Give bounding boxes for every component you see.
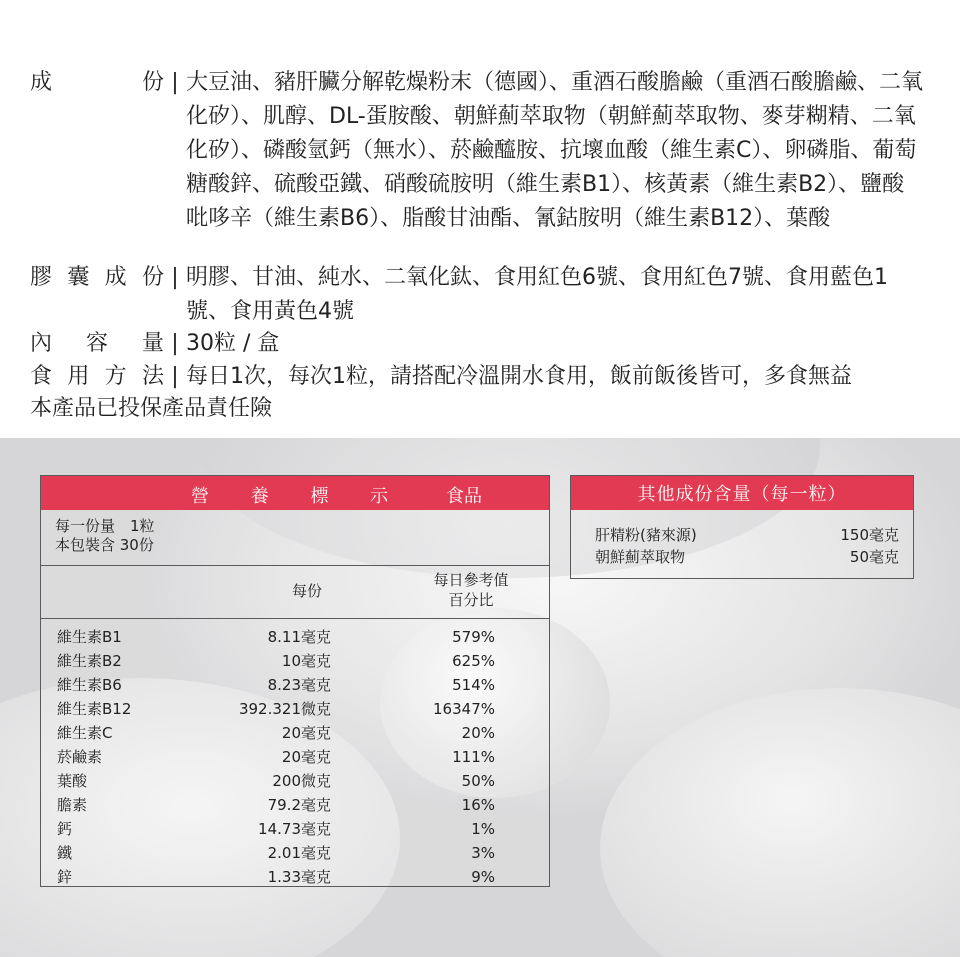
other-ingredients-header [571, 476, 913, 510]
other-ingredient-name: 朝鮮薊萃取物 [595, 548, 686, 566]
nutrient-name: 維生素B1 [57, 628, 122, 646]
nutrition-row [41, 697, 549, 721]
nutrition-row [41, 817, 549, 841]
nutrient-name: 維生素B12 [57, 700, 132, 718]
nutrient-name: 維生素C [57, 724, 113, 742]
insurance-note: 本產品已投保產品責任險 [30, 396, 273, 421]
usage-text: 每日1次，每次1粒，請搭配冷溫開水食用，飯前飯後皆可，多食無益 [186, 364, 852, 389]
nutrient-dv: 9% [471, 868, 495, 886]
other-ingredients-rows [571, 524, 913, 568]
nutrient-name: 鐵 [57, 844, 73, 862]
capsule-label: 膠 囊 成 份 [30, 265, 164, 290]
nutrient-dv: 3% [471, 844, 495, 862]
ingredients-label: 成 份 [30, 70, 164, 95]
nutrient-dv: 16347% [433, 700, 495, 718]
usage-row [30, 360, 926, 394]
nutrient-amount: 79.2毫克 [267, 796, 331, 814]
nutrient-amount: 14.73毫克 [258, 820, 331, 838]
nutrient-amount: 392.321微克 [238, 700, 331, 718]
other-ingredients-panel [570, 475, 914, 579]
nutrient-dv: 50% [461, 772, 495, 790]
content-label: 內 容 量 [30, 331, 164, 356]
per-serving-header: 每份 [291, 582, 322, 600]
nutrient-name: 維生素B6 [57, 676, 122, 694]
product-info-section [0, 0, 960, 438]
content-text: 30粒 / 盒 [186, 331, 280, 356]
nutrition-row [41, 841, 549, 865]
nutrient-amount: 1.33毫克 [267, 868, 331, 886]
nutrient-dv: 16% [461, 796, 495, 814]
nutrition-row [41, 649, 549, 673]
nutrition-column-header [41, 566, 549, 619]
nutrient-amount: 200微克 [272, 772, 331, 790]
other-ingredient-amount: 150毫克 [840, 526, 899, 544]
nutrient-amount: 8.11毫克 [267, 628, 331, 646]
other-ingredient-row [571, 524, 913, 546]
nutrient-amount: 20毫克 [281, 724, 331, 742]
nutrient-amount: 20毫克 [281, 748, 331, 766]
servings-per-pack: 本包裝含 30份 [55, 536, 154, 554]
nutrition-row [41, 793, 549, 817]
nutrient-dv: 579% [452, 628, 495, 646]
separator: | [171, 265, 179, 290]
nutrition-row [41, 865, 549, 889]
separator: | [171, 70, 179, 95]
usage-label: 食 用 方 法 [30, 364, 164, 389]
nutrition-type: 食品 [446, 486, 482, 507]
nutrition-row [41, 721, 549, 745]
capsule-text: 明膠、甘油、純水、二氧化鈦、食用紅色6號、食用紅色7號、食用藍色1號、食用黃色4號 [186, 265, 888, 324]
nutrient-amount: 8.23毫克 [267, 676, 331, 694]
daily-value-header: 每日參考值 百分比 [433, 571, 509, 609]
nutrient-amount: 2.01毫克 [267, 844, 331, 862]
nutrient-amount: 10毫克 [281, 652, 331, 670]
other-ingredient-name: 肝精粉(豬來源) [595, 526, 697, 544]
serving-size: 每一份量 1粒 [55, 517, 155, 535]
background-shape [600, 688, 960, 957]
nutrient-name: 菸鹼素 [57, 748, 103, 766]
nutrient-dv: 625% [452, 652, 495, 670]
nutrient-name: 鋅 [57, 868, 73, 886]
ingredients-row [30, 66, 926, 236]
separator: | [171, 331, 179, 356]
other-ingredient-row [571, 546, 913, 568]
nutrient-name: 膽素 [57, 796, 88, 814]
nutrition-row [41, 625, 549, 649]
nutrient-name: 鈣 [57, 820, 73, 838]
nutrition-row [41, 673, 549, 697]
nutrient-dv: 1% [471, 820, 495, 838]
nutrition-row [41, 769, 549, 793]
nutrition-header [41, 476, 549, 510]
other-ingredients-title: 其他成份含量（每一粒） [637, 484, 847, 505]
separator: | [171, 364, 179, 389]
nutrient-name: 維生素B2 [57, 652, 122, 670]
other-ingredient-amount: 50毫克 [849, 548, 899, 566]
content-row [30, 327, 926, 361]
serving-info [41, 517, 549, 566]
nutrition-row [41, 745, 549, 769]
nutrient-dv: 20% [461, 724, 495, 742]
nutrient-dv: 111% [452, 748, 495, 766]
capsule-row [30, 261, 926, 329]
nutrition-rows [41, 625, 549, 889]
nutrient-name: 葉酸 [57, 772, 88, 790]
nutrition-facts-panel [40, 475, 550, 887]
nutrient-dv: 514% [452, 676, 495, 694]
ingredients-text: 大豆油、豬肝臟分解乾燥粉末（德國）、重酒石酸膽鹼（重酒石酸膽鹼、二氧化矽）、肌醇、DL-蛋胺酸、朝鮮薊萃取物（朝鮮薊萃取物、麥芽糊精、二氧化矽）、磷酸氫鈣（無水）、菸鹼醯胺、抗壞血酸（維生素C）、卵磷脂、葡萄糖酸鋅、硫酸亞鐵、硝酸硫胺明（維生素B1）、核黃素（維生素B2）、鹽酸吡哆辛（維生素B6）、脂酸甘油酯、氰鈷胺明（維生素B12）、葉酸 [186, 70, 924, 231]
nutrition-title: 營 養 標 示 [191, 486, 407, 507]
